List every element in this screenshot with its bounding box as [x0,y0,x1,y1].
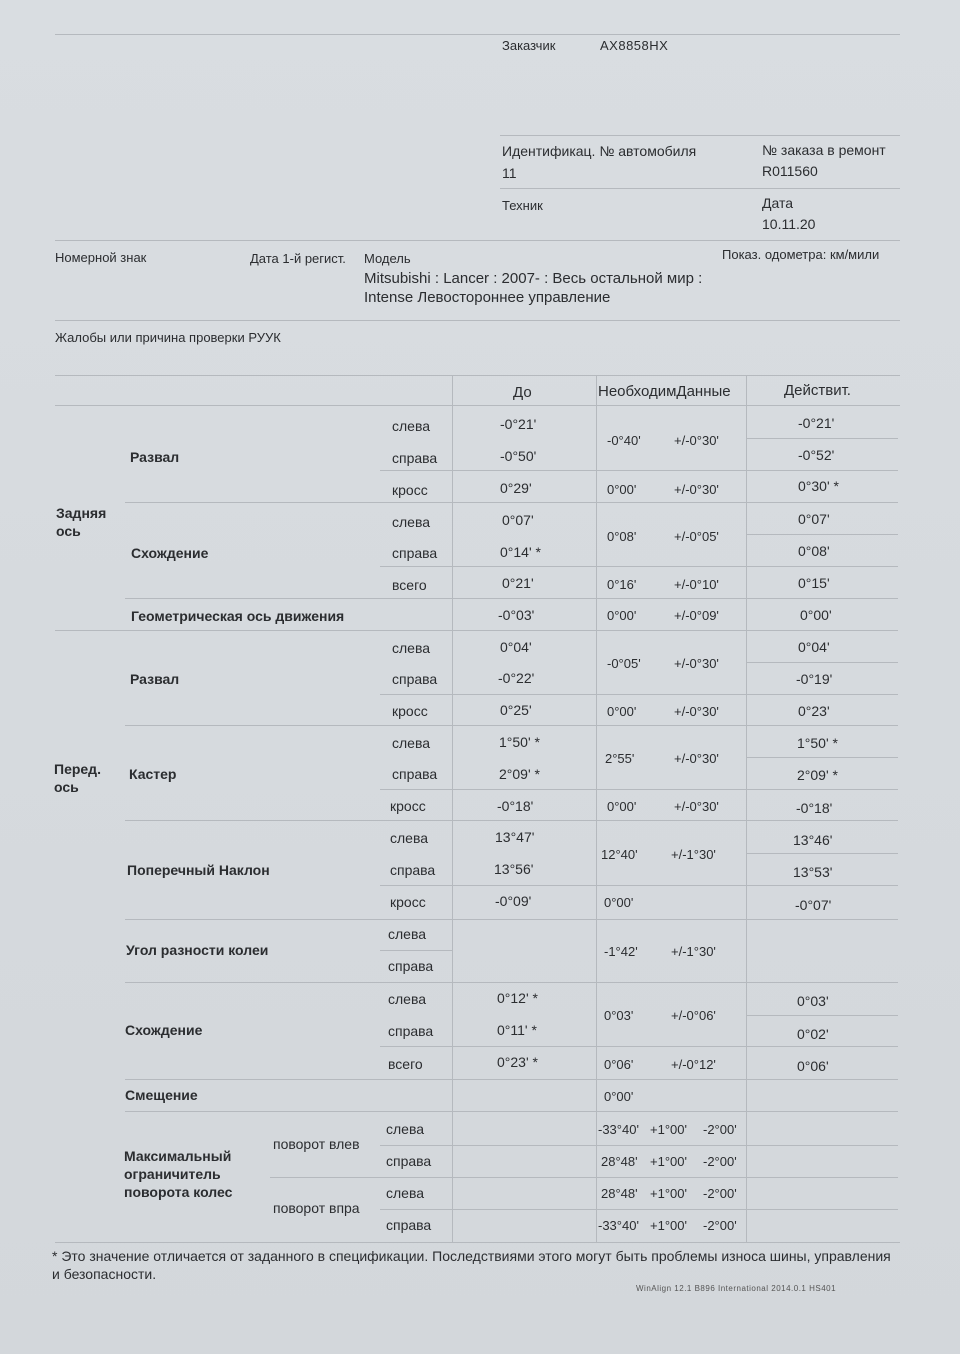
divider [500,135,900,136]
odometer-label: Показ. одометра: км/мили [722,247,880,262]
row-divider [125,1079,898,1080]
date-value: 10.11.20 [762,216,816,232]
row-divider [55,630,898,631]
row-divider [746,757,898,758]
col-divider [746,375,747,1243]
row-divider [380,950,452,951]
row-divider [746,662,898,663]
plate-label: Номерной знак [55,250,147,265]
spec-value: 2°55' [605,751,635,766]
turn-left-label: поворот влев [273,1136,360,1152]
row-divider [270,1177,898,1178]
side-label: кросс [390,798,426,814]
tolerance-value: +/-0°30' [674,704,719,719]
row-divider [125,919,898,920]
actual-value: 13°46' [793,832,833,848]
front-camber-label: Развал [130,671,180,687]
spec-value: 0°08' [607,529,637,544]
spec-value: -33°40' [598,1218,639,1233]
row-divider [125,725,898,726]
tolerance-value: +/-1°30' [671,944,716,959]
order-label: № заказа в ремонт [762,142,886,158]
row-divider [746,438,898,439]
model-label: Модель [364,251,411,266]
before-value: 0°07' [502,512,534,528]
row-divider [380,470,898,471]
actual-value: 2°09' * [797,767,838,783]
spec-value: 0°00' [604,1089,634,1104]
actual-value: -0°52' [798,447,835,463]
tolerance-value: +/-0°06' [671,1008,716,1023]
row-divider [380,1046,898,1047]
minus-tolerance: -2°00' [703,1154,737,1169]
vin-value: 11 [502,165,517,181]
plus-tolerance: +1°00' [650,1154,687,1169]
actual-value: 0°00' [800,607,832,623]
side-label: слева [386,1121,425,1137]
vin-label: Идентификац. № автомобиля [502,143,697,159]
col-header-data-text: Данные [676,383,731,400]
side-label: справа [392,545,438,561]
divider [55,240,900,241]
customer-value: AX8858HX [600,38,669,53]
row-divider [380,789,898,790]
before-value: 2°09' * [499,766,540,782]
footnote: * Это значение отличается от заданного в спецификации. Последствиями этого могут быть проблемы износа шины, управления и безопасности. [52,1248,891,1282]
side-label: кросс [392,703,428,719]
before-value: -0°50' [500,448,537,464]
side-label: справа [386,1217,432,1233]
spec-value: 28°48' [601,1186,638,1201]
divider [55,320,900,321]
spec-value: 0°00' [607,482,637,497]
minus-tolerance: -2°00' [703,1218,737,1233]
side-label: слева [388,991,427,1007]
minus-tolerance: -2°00' [703,1186,737,1201]
actual-value: -0°21' [798,415,835,431]
divider [500,188,900,189]
side-label: всего [392,577,427,593]
tolerance-value: +/-0°09' [674,608,719,623]
row-divider [746,853,898,854]
row-divider [380,566,898,567]
side-label: справа [390,862,436,878]
side-label: справа [392,671,438,687]
side-label: кросс [392,482,428,498]
spec-value: -33°40' [598,1122,639,1137]
before-value: 0°21' [502,575,534,591]
table-header-border [55,405,900,406]
spec-value: 12°40' [601,847,638,862]
side-label: слева [392,418,431,434]
actual-value: -0°19' [796,671,833,687]
max-turn-label-line2: ограничитель [124,1166,221,1182]
spec-value: 28°48' [601,1154,638,1169]
side-label: справа [392,450,438,466]
rear-toe-label: Схождение [131,545,209,561]
actual-value: 0°07' [798,511,830,527]
tolerance-value: +/-0°30' [674,656,719,671]
customer-label: Заказчик [502,38,556,53]
minus-tolerance: -2°00' [703,1122,737,1137]
spec-value: -0°05' [607,656,641,671]
col-header-actual: Действит. [784,382,851,399]
thrust-angle-label: Геометрическая ось движения [131,608,345,624]
row-divider [746,534,898,535]
actual-value: -0°07' [795,897,832,913]
max-turn-label-line1: Максимальный [124,1148,232,1164]
side-label: слева [386,1185,425,1201]
row-divider [380,885,898,886]
actual-value: 1°50' * [797,735,838,751]
side-label: кросс [390,894,426,910]
col-header-spec-text: Необходим [598,383,677,400]
spec-value: 0°00' [607,608,637,623]
spec-value: 0°03' [604,1008,634,1023]
col-header-before: До [513,384,532,401]
front-toe-label: Схождение [125,1022,203,1038]
before-value: 13°56' [494,861,534,877]
before-value: 0°25' [500,702,532,718]
before-value: -0°22' [498,670,535,686]
setback-label: Смещение [125,1087,198,1103]
actual-value: 0°30' * [798,478,839,494]
tolerance-value: +/-0°30' [674,482,719,497]
divider [55,34,900,35]
row-divider [380,1145,898,1146]
rear-axle-label: Задняя ось [56,505,107,539]
actual-value: -0°18' [796,800,833,816]
caster-label: Кастер [129,766,177,782]
before-value: 0°11' * [497,1022,537,1038]
tolerance-value: +/-1°30' [671,847,716,862]
spec-value: 0°16' [607,577,637,592]
side-label: слева [388,926,427,942]
actual-value: 0°04' [798,639,830,655]
complaint-label: Жалобы или причина проверки РУУК [55,330,281,345]
row-divider [125,502,898,503]
row-divider [125,982,898,983]
side-label: справа [386,1153,432,1169]
before-value: 13°47' [495,829,535,845]
spec-value: -0°40' [607,433,641,448]
rear-camber-label: Развал [130,449,180,465]
spec-value: 0°00' [604,895,634,910]
actual-value: 0°02' [797,1026,829,1042]
order-value: R011560 [762,163,818,179]
col-divider [452,375,453,1243]
tolerance-value: +/-0°30' [674,433,719,448]
before-value: 0°04' [500,639,532,655]
row-divider [380,1209,898,1210]
max-turn-label-line3: поворота колес [124,1184,233,1200]
actual-value: 0°06' [797,1058,829,1074]
spec-value: 0°06' [604,1057,634,1072]
spec-value: 0°00' [607,799,637,814]
plus-tolerance: +1°00' [650,1122,687,1137]
side-label: справа [388,1023,434,1039]
spec-value: -1°42' [604,944,638,959]
row-divider [380,694,898,695]
before-value: -0°03' [498,607,535,623]
before-value: 0°23' * [497,1054,538,1070]
model-line-2: Intense Левостороннее управление [364,289,611,306]
before-value: -0°09' [495,893,532,909]
before-value: 0°29' [500,480,532,496]
tolerance-value: +/-0°10' [674,577,719,592]
tolerance-value: +/-0°30' [674,751,719,766]
side-label: слева [392,735,431,751]
spec-value: 0°00' [607,704,637,719]
regdate-label: Дата 1-й регист. [250,251,346,266]
side-label: слева [392,514,431,530]
side-label: слева [392,640,431,656]
tech-label: Техник [502,198,543,213]
before-value: 0°14' * [500,544,541,560]
row-divider [125,1111,898,1112]
tolerance-value: +/-0°12' [671,1057,716,1072]
turn-right-label: поворот впра [273,1200,360,1216]
date-label: Дата [762,195,794,211]
actual-value: 0°03' [797,993,829,1009]
side-label: всего [388,1056,423,1072]
col-divider [596,375,597,1243]
tolerance-value: +/-0°05' [674,529,719,544]
before-value: 0°12' * [497,990,538,1006]
side-label: слева [390,830,429,846]
table-bottom-border [55,1242,900,1243]
before-value: -0°18' [497,798,534,814]
tolerance-value: +/-0°30' [674,799,719,814]
before-value: -0°21' [500,416,537,432]
side-label: справа [392,766,438,782]
front-axle-label: Перед. ось [54,761,101,795]
model-line-1: Mitsubishi : Lancer : 2007- : Весь остальной мир : [364,270,703,287]
actual-value: 0°23' [798,703,830,719]
col-header-spec [598,383,746,400]
actual-value: 13°53' [793,864,833,880]
row-divider [746,1015,898,1016]
plus-tolerance: +1°00' [650,1186,687,1201]
actual-value: 0°08' [798,543,830,559]
row-divider [125,598,898,599]
before-value: 1°50' * [499,734,540,750]
track-angle-label: Угол разности колеи [126,942,269,958]
side-label: справа [388,958,434,974]
table-top-border [55,375,900,376]
plus-tolerance: +1°00' [650,1218,687,1233]
row-divider [125,820,898,821]
software-version: WinAlign 12.1 B896 International 2014.0.1 HS401 [636,1284,837,1293]
actual-value: 0°15' [798,575,830,591]
sai-label: Поперечный Наклон [127,862,270,878]
